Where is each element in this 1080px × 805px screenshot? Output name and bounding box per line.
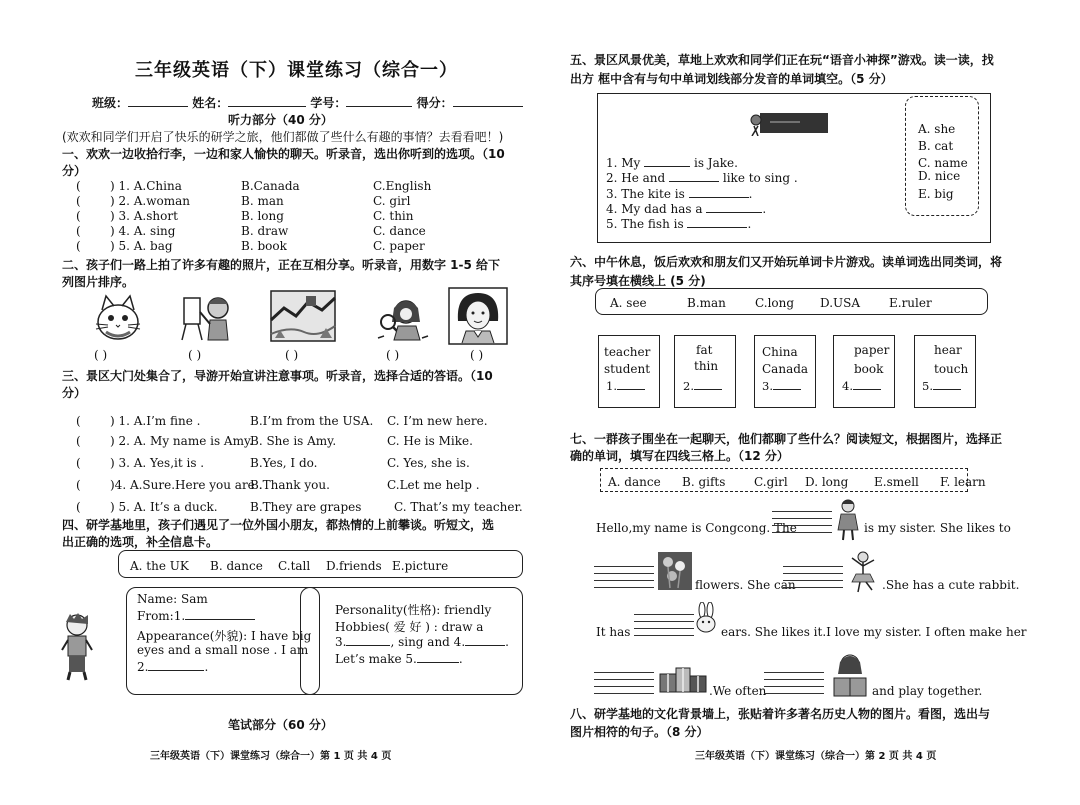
question-2-title-cont: 列图片排序。 xyxy=(62,275,135,289)
blank-3[interactable] xyxy=(346,645,390,646)
option-b: B.Canada xyxy=(241,179,300,193)
option-c: C. thin xyxy=(373,209,414,223)
picture-4-answer[interactable]: ( ) xyxy=(386,348,400,362)
listening-section-header: 听力部分（40 分） xyxy=(228,113,333,127)
blank-5[interactable] xyxy=(417,662,459,663)
girl-icon xyxy=(836,498,860,542)
blank-1[interactable] xyxy=(185,619,255,620)
card-word: book xyxy=(854,362,884,376)
cat-picture-icon xyxy=(92,292,144,342)
exam-page-2 xyxy=(540,0,1080,805)
score-field[interactable] xyxy=(453,106,523,107)
page-title: 三年级英语（下）课堂练习（综合一） xyxy=(135,60,458,81)
passage-text: .She has a cute rabbit. xyxy=(882,578,1020,592)
option-a: ) 3. A. Yes,it is . xyxy=(110,456,205,470)
name-field[interactable] xyxy=(228,106,306,107)
gifts-icon xyxy=(658,664,708,694)
answer-paren[interactable]: ( xyxy=(76,434,81,448)
option-c: C. That’s my teacher. xyxy=(394,500,523,514)
passage-text: and play together. xyxy=(872,684,983,698)
class-field[interactable] xyxy=(128,106,188,107)
page-1-footer: 三年级英语（下）课堂练习（综合一）第 1 页 共 4 页 xyxy=(150,751,392,762)
card-hobbies-2: 3. , sing and 4. . xyxy=(335,635,509,649)
passage-text: ears. She likes it.I love my sister. I often make her xyxy=(721,625,1027,639)
answer-paren[interactable]: ( xyxy=(76,500,81,514)
card-appearance-3: 2. . xyxy=(137,660,209,674)
picture-1-answer[interactable]: ( ) xyxy=(94,348,108,362)
option-c: C. Yes, she is. xyxy=(387,456,470,470)
option-a: )4. A.Sure.Here you are . xyxy=(110,478,263,492)
card-word: Canada xyxy=(762,362,809,376)
card-word: touch xyxy=(934,362,969,376)
question-4-title: 四、研学基地里，孩子们遇见了一位外国小朋友，都热情的上前攀谈。听短文，选 xyxy=(62,518,495,532)
boy-painting-picture-icon xyxy=(180,292,236,342)
class-label: 班级： xyxy=(92,96,129,110)
question-3-title: 三、景区大门处集合了，导游开始宣讲注意事项。听录音，选择合适的答语。（10 xyxy=(62,369,493,383)
passage-text: It has xyxy=(596,625,631,639)
blank-4[interactable] xyxy=(465,645,505,646)
girl-portrait-picture-icon xyxy=(448,287,508,345)
question-2-title: 二、孩子们一路上拍了许多有趣的照片，正在互相分享。听录音，用数字 1-5 给下 xyxy=(62,258,501,272)
word-bank-option: C.tall xyxy=(278,559,311,573)
id-field[interactable] xyxy=(346,106,412,107)
q7-option: F. learn xyxy=(940,475,986,489)
blank-2[interactable] xyxy=(148,670,204,671)
q7-option: D. long xyxy=(805,475,849,489)
page-2-footer: 三年级英语（下）课堂练习（综合一）第 2 页 共 4 页 xyxy=(695,751,937,762)
q5-blank-1[interactable] xyxy=(644,166,690,167)
question-1-title-cont: 分） xyxy=(62,164,87,178)
answer-paren[interactable]: ( xyxy=(76,179,81,193)
option-c: C. girl xyxy=(373,194,411,208)
girl-with-magnifier-picture-icon xyxy=(376,292,432,342)
passage-text: flowers. She can xyxy=(695,578,796,592)
word-bank-option: E.picture xyxy=(392,559,449,573)
four-line-blank-5[interactable] xyxy=(594,672,654,694)
four-line-blank-1[interactable] xyxy=(772,511,832,533)
picture-2-answer[interactable]: ( ) xyxy=(188,348,202,362)
question-5-title-cont: 出方 框中含有与句中单词划线部分发音的单词填空。（5 分） xyxy=(570,72,893,86)
option-b: B.They are grapes xyxy=(250,500,362,514)
q5-option: B. cat xyxy=(918,139,954,153)
q5-blank-4[interactable] xyxy=(706,212,762,213)
card-word: fat xyxy=(696,343,713,357)
q6-blank-3[interactable] xyxy=(773,389,801,390)
section-intro: (欢欢和同学们开启了快乐的研学之旅，他们都做了些什么有趣的事情？去看看吧！) xyxy=(62,130,504,144)
q5-sentence-3: 3. The kite is . xyxy=(606,187,753,201)
answer-paren[interactable]: ( xyxy=(76,224,81,238)
card-word: student xyxy=(604,362,651,376)
answer-paren[interactable]: ( xyxy=(76,239,81,253)
four-line-blank-4[interactable] xyxy=(634,614,694,636)
card-from: From:1. xyxy=(137,609,255,623)
card-answer: 5. xyxy=(922,379,961,393)
passage-text: .We often xyxy=(709,684,767,698)
dancing-girl-icon xyxy=(848,550,878,594)
written-section-header: 笔试部分（60 分） xyxy=(228,718,333,732)
option-b: B.I’m from the USA. xyxy=(250,414,374,428)
q6-blank-1[interactable] xyxy=(617,389,645,390)
name-label: 姓名： xyxy=(192,96,229,110)
q7-option: A. dance xyxy=(608,475,661,489)
card-answer: 4. xyxy=(842,379,881,393)
option-c: C. paper xyxy=(373,239,425,253)
picture-3-answer[interactable]: ( ) xyxy=(285,348,299,362)
card-answer: 2. xyxy=(683,379,722,393)
score-label: 得分： xyxy=(416,96,453,110)
q5-option: D. nice xyxy=(918,169,961,183)
q7-option: B. gifts xyxy=(682,475,726,489)
option-b: B. book xyxy=(241,239,287,253)
q5-sentence-1: 1. My is Jake. xyxy=(606,156,738,170)
option-a: ) 2. A.woman xyxy=(110,194,190,208)
four-line-blank-6[interactable] xyxy=(764,672,824,694)
word-bank-option: D.friends xyxy=(326,559,382,573)
q5-blank-2[interactable] xyxy=(669,181,719,182)
card-make: Let’s make 5. . xyxy=(335,652,463,666)
option-a: ) 3. A.short xyxy=(110,209,178,223)
question-6-title: 六、中午休息，饭后欢欢和朋友们又开始玩单词卡片游戏。读单词选出同类词，将 xyxy=(570,255,1003,269)
option-a: ) 1. A.China xyxy=(110,179,182,193)
option-b: B. She is Amy. xyxy=(250,434,337,448)
q6-option: B.man xyxy=(687,296,726,310)
answer-paren[interactable]: ( xyxy=(76,414,81,428)
card-word: thin xyxy=(694,359,719,373)
great-wall-picture-icon xyxy=(270,290,336,342)
card-appearance-1: Appearance(外貌): I have big xyxy=(137,629,312,643)
q5-blank-5[interactable] xyxy=(687,227,747,228)
question-7-title: 七、一群孩子围坐在一起聊天，他们都聊了些什么？阅读短文，根据图片，选择正 xyxy=(570,432,1003,446)
word-bank-option: B. dance xyxy=(210,559,263,573)
option-a: ) 5. A. It’s a duck. xyxy=(110,500,218,514)
passage-text: is my sister. She likes to xyxy=(864,521,1011,535)
option-b: B. man xyxy=(241,194,284,208)
q5-option: C. name xyxy=(918,156,968,170)
option-c: C.Let me help . xyxy=(387,478,480,492)
q6-option: C.long xyxy=(755,296,795,310)
q5-option: E. big xyxy=(918,187,954,201)
question-8-title-cont: 图片相符的句子。（8 分） xyxy=(570,725,709,739)
q6-option: A. see xyxy=(610,296,647,310)
option-b: B.Yes, I do. xyxy=(250,456,318,470)
q6-option: E.ruler xyxy=(889,296,932,310)
card-appearance-2: eyes and a small nose . I am xyxy=(137,643,309,657)
q6-blank-4[interactable] xyxy=(853,389,881,390)
option-c: C. I’m new here. xyxy=(387,414,488,428)
question-4-title-cont: 出正确的选项，补全信息卡。 xyxy=(62,535,219,549)
q6-blank-2[interactable] xyxy=(694,389,722,390)
student-info-line xyxy=(92,94,523,111)
q7-option: C.girl xyxy=(754,475,788,489)
option-c: C.English xyxy=(373,179,432,193)
option-a: ) 5. A. bag xyxy=(110,239,173,253)
question-5-title: 五、景区风景优美，草地上欢欢和同学们正在玩“语音小神探”游戏。读一读，找 xyxy=(570,53,994,67)
card-name: Name: Sam xyxy=(137,592,208,606)
answer-paren[interactable]: ( xyxy=(76,209,81,223)
option-b: B.Thank you. xyxy=(250,478,330,492)
question-8-title: 八、研学基地的文化背景墙上，张贴着许多著名历史人物的图片。看图，选出与 xyxy=(570,707,991,721)
q6-option: D.USA xyxy=(820,296,861,310)
question-1-title: 一、欢欢一边收拾行李，一边和家人愉快的聊天。听录音，选出你听到的选项。（10 xyxy=(62,147,505,161)
rabbit-icon xyxy=(693,602,719,636)
passage-text: Hello,my name is Congcong. The xyxy=(596,521,797,535)
card-answer: 1. xyxy=(606,379,645,393)
girl-reading-icon xyxy=(830,652,870,698)
card-hobbies-1: Hobbies( 爱 好 ) : draw a xyxy=(335,620,484,634)
option-a: ) 2. A. My name is Amy. xyxy=(110,434,253,448)
q5-blank-3[interactable] xyxy=(689,197,749,198)
card-word: China xyxy=(762,345,798,359)
card-answer: 3. xyxy=(762,379,801,393)
question-3-title-cont: 分） xyxy=(62,386,87,400)
q5-sentence-2: 2. He and like to sing . xyxy=(606,171,798,185)
card-word: paper xyxy=(854,343,890,357)
answer-paren[interactable]: ( xyxy=(76,478,81,492)
card-word: teacher xyxy=(604,345,651,359)
option-c: C. He is Mike. xyxy=(387,434,473,448)
answer-paren[interactable]: ( xyxy=(76,194,81,208)
q5-sentence-5: 5. The fish is . xyxy=(606,217,752,231)
four-line-blank-3[interactable] xyxy=(783,566,843,588)
card-personality: Personality(性格): friendly xyxy=(335,603,492,617)
option-a: ) 1. A.I’m fine . xyxy=(110,414,201,428)
q5-option: A. she xyxy=(918,122,956,136)
picture-5-answer[interactable]: ( ) xyxy=(470,348,484,362)
option-c: C. dance xyxy=(373,224,426,238)
word-bank-option: A. the UK xyxy=(130,559,189,573)
answer-paren[interactable]: ( xyxy=(76,456,81,470)
four-line-blank-2[interactable] xyxy=(594,566,654,588)
id-label: 学号： xyxy=(310,96,347,110)
q6-blank-5[interactable] xyxy=(933,389,961,390)
card-word: hear xyxy=(934,343,962,357)
option-a: ) 4. A. sing xyxy=(110,224,176,238)
chalkboard-picture-icon xyxy=(750,110,830,136)
flowers-icon xyxy=(658,552,692,590)
option-b: B. draw xyxy=(241,224,289,238)
foreign-boy-sam-icon xyxy=(60,612,94,682)
question-6-title-cont: 其序号填在横线上 (5 分) xyxy=(570,274,706,288)
q7-option: E.smell xyxy=(874,475,919,489)
question-7-title-cont: 确的单词，填写在四线三格上。（12 分） xyxy=(570,449,789,463)
q5-sentence-4: 4. My dad has a . xyxy=(606,202,767,216)
option-b: B. long xyxy=(241,209,284,223)
